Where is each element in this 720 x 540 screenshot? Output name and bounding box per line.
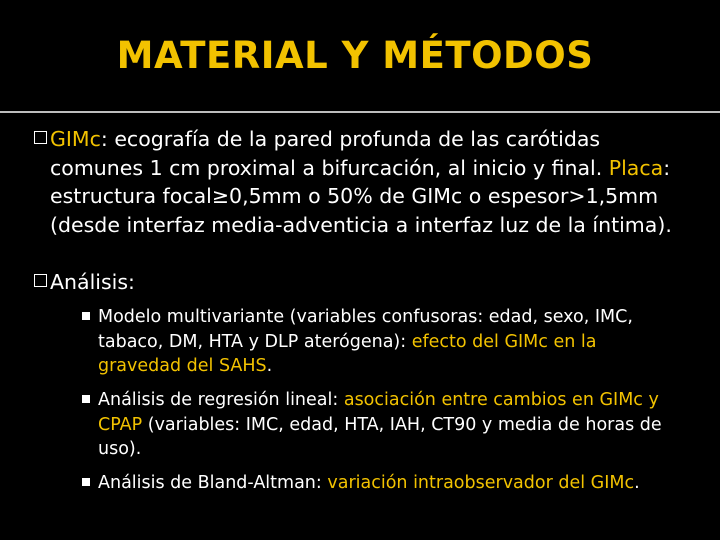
placa-definition: : estructura focal≥0,5mm o 50% de GIMc o espesor>1,5mm (desde interfaz media-adventicia a interfaz luz de la íntima).	[50, 155, 672, 237]
sub-bullet-text: Modelo multivariante (variables confusoras: edad, sexo, IMC, tabaco, DM, HTA y DLP aterógena):	[98, 307, 633, 352]
slide-content	[0, 113, 720, 540]
sub-bullet-bland-altman	[98, 471, 678, 496]
sub-bullet-after: (variables: IMC, edad, HTA, IAH, CT90 y media de horas de uso).	[98, 414, 662, 459]
bullet-box-icon	[34, 274, 47, 287]
term-placa: Placa	[608, 155, 664, 180]
bullet-gimc	[50, 125, 690, 239]
sub-bullet-highlight: variación intraobservador del GIMc	[327, 473, 635, 493]
gimc-definition: : ecografía de la pared profunda de las carótidas comunes 1 cm proximal a bifurcación, al inicio y final.	[50, 127, 609, 180]
analisis-label: Análisis:	[50, 270, 135, 294]
title-bar	[0, 0, 720, 113]
sub-bullet-after: .	[266, 356, 273, 376]
sub-bullet-highlight: asociación entre cambios en GIMc y CPAP	[98, 390, 659, 435]
bullet-analisis	[50, 268, 690, 297]
bullet-box-icon	[34, 131, 47, 144]
square-bullet-icon	[82, 312, 90, 320]
square-bullet-icon	[82, 395, 90, 403]
slide-title: MATERIAL Y MÉTODOS	[116, 34, 594, 77]
square-bullet-icon	[82, 478, 90, 486]
sub-bullet-text: Análisis de Bland-Altman:	[98, 473, 328, 493]
sub-bullet-multivariante	[98, 305, 678, 379]
sub-bullet-highlight: efecto del GIMc en la gravedad del SAHS	[98, 331, 597, 376]
sub-bullet-text: Análisis de regresión lineal:	[98, 390, 344, 410]
sub-bullet-after: .	[634, 473, 640, 493]
term-gimc: GIMc	[50, 127, 101, 151]
sub-bullet-regresion	[98, 388, 678, 462]
